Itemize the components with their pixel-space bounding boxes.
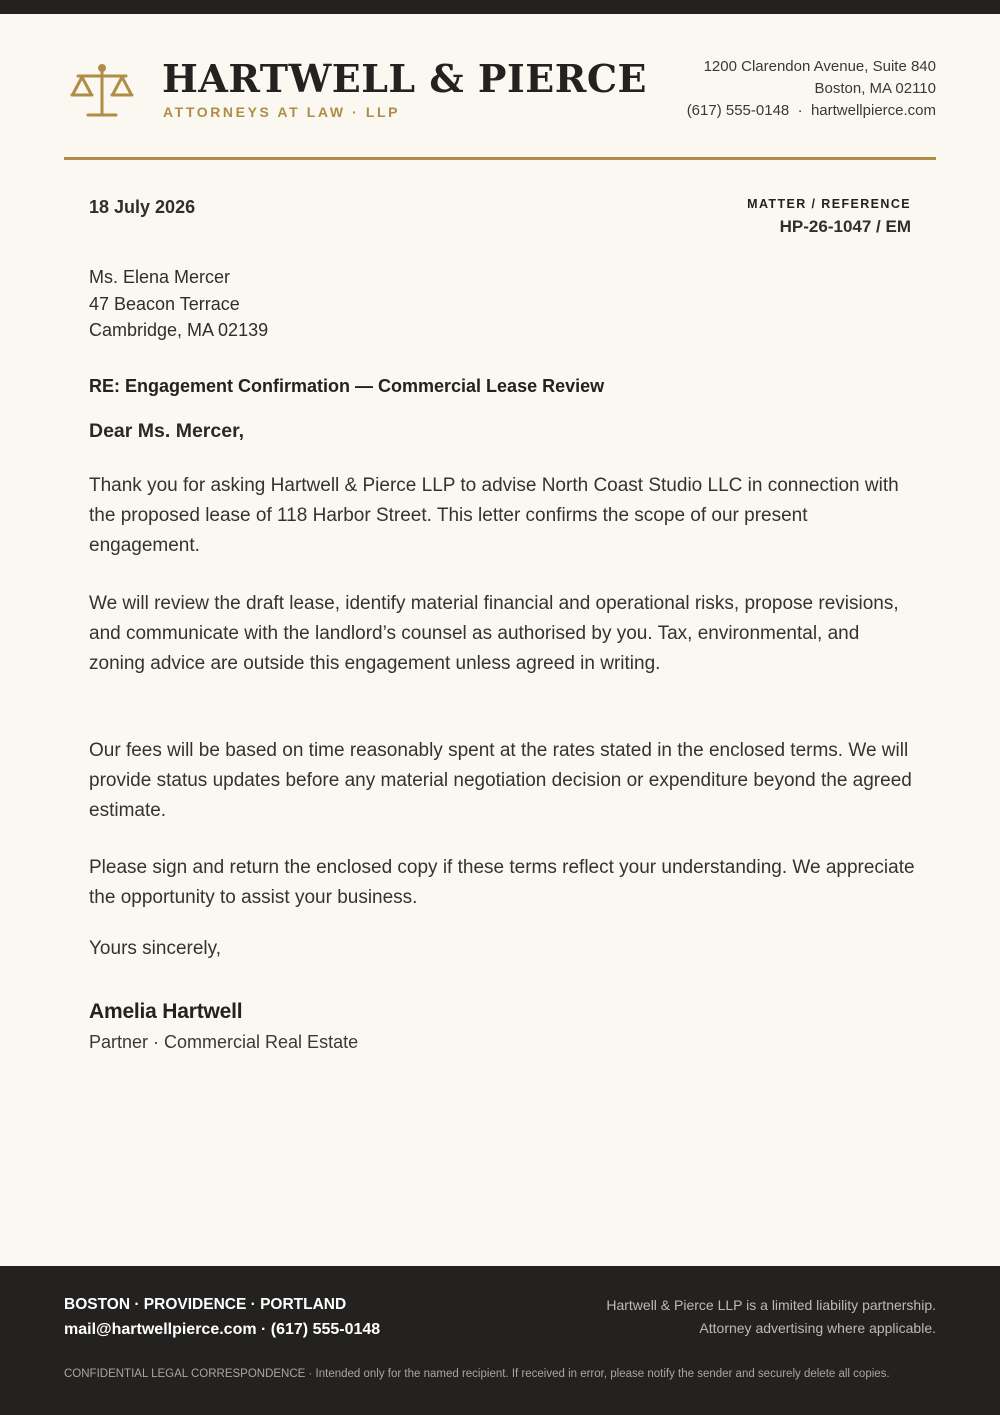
footer-offices: BOSTON · PROVIDENCE · PORTLAND: [64, 1296, 347, 1313]
body-paragraph-1: Thank you for asking Hartwell & Pierce LLP to advise North Coast Studio LLC in connection with the proposed lease of 118 Harbor Street. This letter confirms the scope of our present engagement.: [89, 475, 899, 556]
firm-contact: [687, 56, 936, 122]
closing: Yours sincerely,: [89, 938, 222, 959]
address-line-1: 1200 Clarendon Avenue, Suite 840: [703, 58, 936, 75]
letter-date: 18 July 2026: [89, 197, 196, 217]
recipient-city: Cambridge, MA 02139: [89, 320, 269, 340]
separator-dot: ·: [793, 102, 807, 119]
phone-website-line: [687, 100, 936, 122]
footer-legal: [606, 1294, 936, 1340]
footer-legal-line-2: Attorney advertising where applicable.: [699, 1320, 936, 1336]
body-paragraph-2: We will review the draft lease, identify material financial and operational risks, propose revisions, and communicate with the landlord’s counsel as authorised by you. Tax, environmental, and zoning advice are outside this engagement unless agreed in writing.: [89, 593, 899, 674]
salutation: Dear Ms. Mercer,: [89, 420, 245, 442]
address-line-2: Boston, MA 02110: [814, 80, 936, 97]
firm-website[interactable]: hartwellpierce.com: [810, 102, 936, 119]
confidentiality-notice: CONFIDENTIAL LEGAL CORRESPONDENCE · Intended only for the named recipient. If received in error, please notify the sender and securely delete all copies.: [64, 1368, 890, 1380]
signer-name: Amelia Hartwell: [89, 1000, 243, 1023]
body-paragraph-4: Please sign and return the enclosed copy if these terms reflect your understanding. We appreciate the opportunity to assist your business.: [89, 857, 915, 908]
header-divider: [64, 157, 936, 160]
matter-value: HP-26-1047 / EM: [779, 217, 911, 236]
recipient-name: Ms. Elena Mercer: [89, 267, 231, 287]
footer: [0, 1266, 1000, 1415]
firm-tagline: ATTORNEYS AT LAW · LLP: [163, 104, 401, 120]
firm-phone: (617) 555-0148: [686, 102, 790, 119]
top-bar: [0, 0, 1000, 14]
firm-name: HARTWELL & PIERCE: [162, 56, 648, 101]
recipient-street: 47 Beacon Terrace: [89, 293, 240, 314]
matter-label: MATTER / REFERENCE: [747, 197, 911, 211]
footer-legal-line-1: Hartwell & Pierce LLP is a limited liability partnership.: [606, 1297, 936, 1313]
scales-of-justice-icon: [70, 62, 134, 120]
signer-title: Partner · Commercial Real Estate: [89, 1032, 359, 1052]
letter-subject: RE: Engagement Confirmation — Commercial Lease Review: [89, 376, 605, 396]
recipient-address: [89, 264, 268, 344]
footer-contact[interactable]: mail@hartwellpierce.com · (617) 555-0148: [64, 1321, 381, 1338]
body-paragraph-3: Our fees will be based on time reasonably spent at the rates stated in the enclosed terms. We will provide status updates before any material negotiation decision or expenditure beyond the agreed estimate.: [89, 740, 912, 821]
matter-reference: [747, 197, 911, 237]
